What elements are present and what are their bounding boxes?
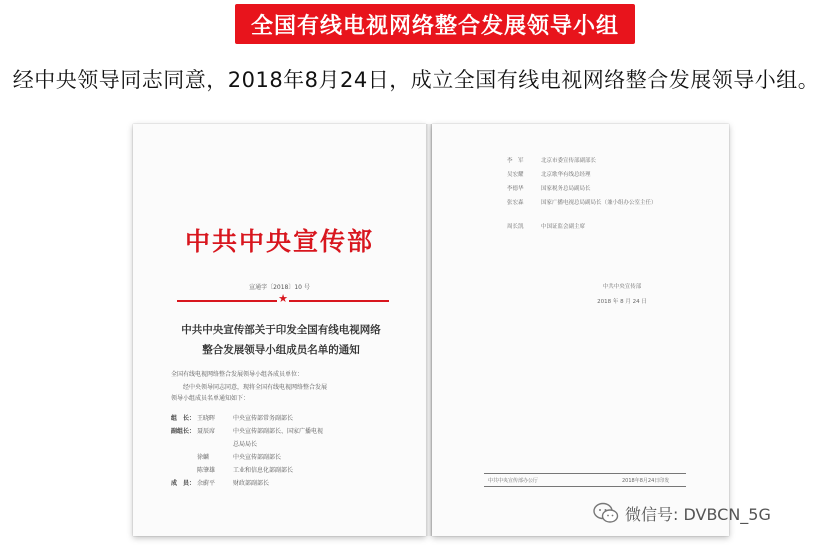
- roster-role: 组 长：: [171, 415, 196, 422]
- roster-row: [507, 156, 707, 170]
- roster-row: [171, 463, 411, 476]
- footer-issuer: 中共中央宣传部办公厅: [488, 478, 539, 484]
- salutation: 全国有线电视网络整合发展领导小组各成员单位：: [171, 371, 304, 378]
- watermark-text: 微信号: DVBCN_5G: [625, 504, 771, 524]
- roster-post: 工业和信息化部副部长: [233, 467, 294, 474]
- roster-post: 财政部副部长: [233, 480, 270, 487]
- roster-post: 国家税务总局副局长: [541, 186, 591, 192]
- banner-text: 全国有线电视网络整合发展领导小组: [250, 13, 619, 39]
- roster-post: 中国证监会副主席: [541, 224, 586, 230]
- roster-name: 张宏森: [507, 200, 524, 206]
- wechat-watermark: [593, 500, 771, 526]
- roster-name: 聂辰席: [197, 428, 216, 435]
- roster-role: 副组长：: [171, 428, 196, 435]
- red-rule-left: [177, 300, 277, 302]
- title-banner: [235, 4, 635, 44]
- roster-name: 李 军: [507, 158, 524, 164]
- roster-row: [171, 476, 411, 489]
- roster-name: 李德华: [507, 186, 524, 192]
- footer-rule: [484, 473, 686, 474]
- signature: 中共中央宣传部: [602, 284, 642, 290]
- roster-post: 中央宣传部常务副部长: [233, 415, 294, 422]
- headline-text: 经中央领导同志同意，2018年8月24日，成立全国有线电视网络整合发展领导小组。: [12, 68, 820, 92]
- sign-date: 2018 年 8 月 24 日: [597, 299, 647, 305]
- footer-date: 2018年8月24日印发: [622, 478, 670, 484]
- roster-row: [507, 170, 707, 184]
- letterhead: 中共中央宣传部: [184, 227, 374, 256]
- roster-row: [507, 222, 707, 236]
- document-spread: [133, 124, 734, 538]
- roster-name: 徐麟: [197, 454, 210, 461]
- document-right-page: [432, 124, 729, 536]
- roster-name: 吴宏耀: [507, 172, 524, 178]
- roster-name: 余蔚平: [197, 480, 216, 487]
- roster-post: 总局局长: [233, 441, 258, 448]
- roster-name: 王晓晖: [197, 415, 216, 422]
- wechat-icon: [593, 502, 619, 524]
- body-line: 经中央领导同志同意，现将全国有线电视网络整合发展: [183, 384, 328, 391]
- document-left-page: [133, 124, 426, 536]
- roster-name: 周长凯: [507, 224, 524, 230]
- roster-row: [171, 424, 411, 437]
- roster-row: [507, 198, 707, 222]
- roster-post: 国家广播电视总局副局长（兼小组办公室主任）: [541, 200, 657, 206]
- roster-role: 成 员：: [171, 480, 196, 487]
- footer-rule: [484, 486, 686, 487]
- notice-title-line2: 整合发展领导小组成员名单的通知: [202, 344, 360, 356]
- roster-name: 陈肇雄: [197, 467, 216, 474]
- notice-title-line1: 中共中央宣传部关于印发全国有线电视网络: [181, 324, 381, 336]
- roster-row: [171, 437, 411, 450]
- member-roster-continued: [507, 156, 707, 236]
- roster-row: [507, 184, 707, 198]
- roster-post: 北京市委宣传部副部长: [541, 158, 597, 164]
- roster-row: [171, 450, 411, 463]
- roster-row: [171, 411, 411, 424]
- red-rule-right: [289, 300, 389, 302]
- notice-title: [161, 320, 401, 360]
- member-roster: [171, 411, 411, 489]
- document-number: 宣通字〔2018〕10 号: [249, 284, 310, 291]
- roster-post: 中央宣传部副部长、国家广播电视: [233, 428, 324, 435]
- roster-post: 中央宣传部副部长: [233, 454, 282, 461]
- roster-post: 北京歌华有线总经理: [541, 172, 591, 178]
- red-star-icon: ★: [278, 292, 288, 305]
- body-line: 领导小组成员名单通知如下：: [171, 395, 250, 402]
